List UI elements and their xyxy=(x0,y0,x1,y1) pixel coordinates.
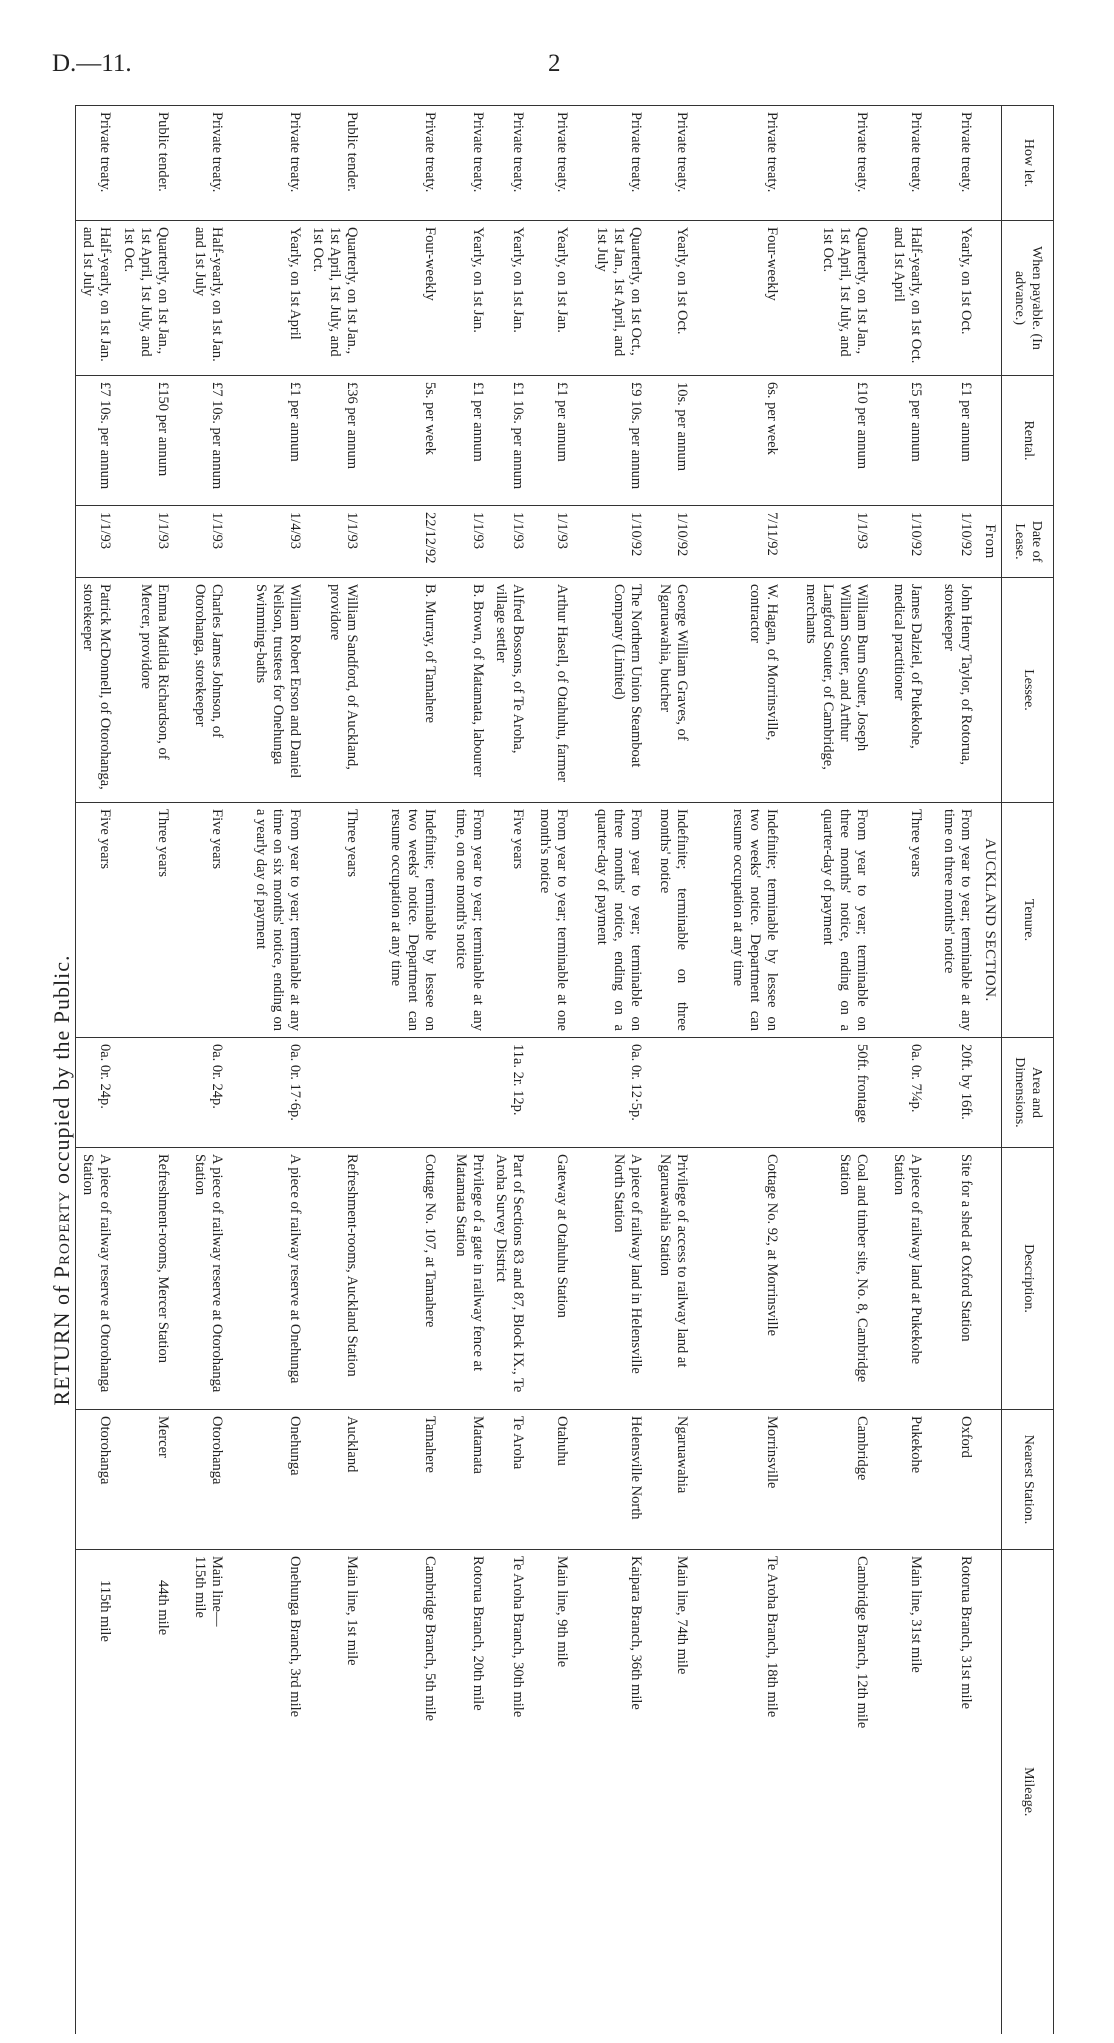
cell-rental: £36 per annum xyxy=(306,376,363,506)
table-row xyxy=(228,106,306,2034)
col-date-of-lease: Date of Lease. xyxy=(1002,506,1054,578)
cell-station: Otahuhu xyxy=(529,1410,573,1550)
cell-when-payable: Yearly, on 1st Jan. xyxy=(489,221,529,376)
cell-description: Cottage No. 92, at Morrinsville xyxy=(693,1148,783,1410)
cell-when-payable: Half-yearly, on 1st Jan. and 1st July xyxy=(76,221,117,376)
cell-lessee: Emma Matilda Richardson, of Mercer, providore xyxy=(116,578,173,803)
cell-tenure: Three years xyxy=(306,803,363,1038)
cell-tenure: From year to year; terminable at any time on six months' notice, ending on a yearly day of payment xyxy=(228,803,306,1038)
table-row xyxy=(174,106,228,2034)
table-row xyxy=(489,106,529,2034)
cell-tenure: From year to year; terminable on three months' notice, ending on a quarter-day of payment xyxy=(573,803,647,1038)
cell-when-payable: Quarterly, on 1st Jan., 1st April, 1st July, and 1st Oct. xyxy=(116,221,173,376)
title-of: of xyxy=(49,1284,74,1306)
cell-how-let: Private treaty. xyxy=(927,106,977,221)
cell-rental: £9 10s. per annum xyxy=(573,376,647,506)
cell-tenure: Indefinite; terminable by lessee on two weeks' notice. Department can resume occupation at any time xyxy=(363,803,441,1038)
cell-station: Auckland xyxy=(306,1410,363,1550)
cell-description: Privilege of a gate in railway fence at Matamata Station xyxy=(441,1148,489,1410)
cell-date: 1/10/92 xyxy=(647,506,693,578)
cell-date: 1/1/93 xyxy=(783,506,873,578)
cell-date: 1/10/92 xyxy=(927,506,977,578)
cell-when-payable: Yearly, on 1st Jan. xyxy=(529,221,573,376)
cell-date: 1/1/93 xyxy=(306,506,363,578)
cell-mileage: Main line, 1st mile xyxy=(306,1550,363,2034)
cell-mileage: Main line, 74th mile xyxy=(647,1550,693,2034)
cell-description: Coal and timber site, No. 8, Cambridge Station xyxy=(783,1148,873,1410)
col-mileage: Mileage. xyxy=(1002,1550,1054,2034)
cell-date: 1/1/93 xyxy=(76,506,117,578)
cell-how-let: Private treaty. xyxy=(529,106,573,221)
cell-mileage: Kaipara Branch, 36th mile xyxy=(573,1550,647,2034)
cell-mileage: Main line— 115th mile xyxy=(174,1550,228,2034)
cell-how-let: Private treaty. xyxy=(873,106,927,221)
cell-area: 50ft. frontage xyxy=(783,1038,873,1148)
col-how-let: How let. xyxy=(1002,106,1054,221)
cell-when-payable: Yearly, on 1st April xyxy=(228,221,306,376)
cell-when-payable: Yearly, on 1st Oct. xyxy=(927,221,977,376)
cell-date: 1/1/93 xyxy=(174,506,228,578)
cell-lessee: B. Brown, of Matamata, labourer xyxy=(441,578,489,803)
cell-tenure: From year to year; terminable at any time, on one month's notice xyxy=(441,803,489,1038)
cell-station: Ngaruawahia xyxy=(647,1410,693,1550)
cell-mileage: Onehunga Branch, 3rd mile xyxy=(228,1550,306,2034)
cell-when-payable: Half-yearly, on 1st Oct. and 1st April xyxy=(873,221,927,376)
cell-description: Privilege of access to railway land at Ngaruawahia Station xyxy=(647,1148,693,1410)
cell-station: Onehunga xyxy=(228,1410,306,1550)
cell-description: A piece of railway reserve at Onehunga xyxy=(228,1148,306,1410)
cell-station: Helensville North xyxy=(573,1410,647,1550)
table-row xyxy=(529,106,573,2034)
cell-rental: 10s. per annum xyxy=(647,376,693,506)
cell-area: 0a. 0r. 17·6p. xyxy=(228,1038,306,1148)
cell-tenure: From year to year; terminable on three months' notice, ending on a quarter-day of payment xyxy=(783,803,873,1038)
cell-lessee: Arthur Hasell, of Otahuhu, farmer xyxy=(529,578,573,803)
cell-date: 1/4/93 xyxy=(228,506,306,578)
cell-mileage: Main line, 9th mile xyxy=(529,1550,573,2034)
cell-tenure: From year to year; terminable at any time on three months' notice xyxy=(927,803,977,1038)
cell-how-let: Public tender. xyxy=(116,106,173,221)
cell-mileage: Cambridge Branch, 12th mile xyxy=(783,1550,873,2034)
cell-tenure: Five years xyxy=(174,803,228,1038)
col-lessee: Lessee. xyxy=(1002,578,1054,803)
cell-date: 1/10/92 xyxy=(873,506,927,578)
table-row xyxy=(573,106,647,2034)
table-row xyxy=(693,106,783,2034)
cell-description: Refreshment-rooms, Mercer Station xyxy=(116,1148,173,1410)
cell-area xyxy=(441,1038,489,1148)
cell-how-let: Private treaty. xyxy=(783,106,873,221)
col-when-payable: When payable. (In advance.) xyxy=(1002,221,1054,376)
cell-tenure: Five years xyxy=(489,803,529,1038)
cell-mileage: Cambridge Branch, 5th mile xyxy=(363,1550,441,2034)
cell-how-let: Private treaty. xyxy=(228,106,306,221)
header-row xyxy=(1002,106,1054,2034)
table-row xyxy=(306,106,363,2034)
cell-rental: £1 per annum xyxy=(228,376,306,506)
cell-date: 22/12/92 xyxy=(363,506,441,578)
cell-date: 1/1/93 xyxy=(529,506,573,578)
cell-lessee: Patrick McDonnell, of Otorohanga, storekeeper xyxy=(76,578,117,803)
col-area: Area and Dimensions. xyxy=(1002,1038,1054,1148)
cell-area: 0a. 0r. 24p. xyxy=(76,1038,117,1148)
title-rest: occupied by the Public. xyxy=(49,954,74,1184)
cell-station: Otorohanga xyxy=(76,1410,117,1550)
cell-description: A piece of railway reserve at Otorohanga Station xyxy=(76,1148,117,1410)
cell-description: A piece of railway land in Helensville North Station xyxy=(573,1148,647,1410)
cell-rental: 6s. per week xyxy=(693,376,783,506)
cell-date: 1/1/93 xyxy=(116,506,173,578)
cell-area xyxy=(306,1038,363,1148)
cell-description: A piece of railway reserve at Otorohanga Station xyxy=(174,1148,228,1410)
cell-tenure: From year to year; terminable at one month's notice xyxy=(529,803,573,1038)
cell-how-let: Public tender. xyxy=(306,106,363,221)
property-table-container xyxy=(80,105,1054,2033)
table-row xyxy=(363,106,441,2034)
cell-description: Refreshment-rooms, Auckland Station xyxy=(306,1148,363,1410)
cell-lessee: James Dalziel, of Pukekohe, medical practitioner xyxy=(873,578,927,803)
cell-when-payable: Yearly, on 1st Jan. xyxy=(441,221,489,376)
cell-station: Mercer xyxy=(116,1410,173,1550)
cell-tenure: Five years xyxy=(76,803,117,1038)
cell-lessee: William Robert Erson and Daniel Neilson, trustees for Onehunga Swimming-baths xyxy=(228,578,306,803)
return-title xyxy=(49,954,75,1405)
cell-area xyxy=(116,1038,173,1148)
cell-station: Te Aroha xyxy=(489,1410,529,1550)
cell-how-let: Private treaty. xyxy=(363,106,441,221)
table-row xyxy=(76,106,117,2034)
cell-area xyxy=(647,1038,693,1148)
cell-area xyxy=(529,1038,573,1148)
table-row xyxy=(441,106,489,2034)
page-number: 2 xyxy=(548,50,561,77)
cell-when-payable: Quarterly, on 1st Oct., 1st Jan., 1st April, and 1st July xyxy=(573,221,647,376)
cell-when-payable: Quarterly, on 1st Jan., 1st April, 1st July, and 1st Oct. xyxy=(306,221,363,376)
cell-how-let: Private treaty. xyxy=(76,106,117,221)
section-title: AUCKLAND SECTION. xyxy=(977,803,1001,1038)
cell-description: Part of Sections 83 and 87, Block IX., Te Aroha Survey District xyxy=(489,1148,529,1410)
cell-when-payable: Four-weekly xyxy=(693,221,783,376)
cell-station: Morrinsville xyxy=(693,1410,783,1550)
cell-rental: £1 per annum xyxy=(927,376,977,506)
cell-description: A piece of railway land at Pukekohe Station xyxy=(873,1148,927,1410)
cell-lessee: William Sandford, of Auckland, providore xyxy=(306,578,363,803)
cell-rental: £7 10s. per annum xyxy=(174,376,228,506)
col-tenure: Tenure. xyxy=(1002,803,1054,1038)
table-row xyxy=(783,106,873,2034)
cell-how-let: Private treaty. xyxy=(693,106,783,221)
cell-how-let: Private treaty. xyxy=(174,106,228,221)
cell-area xyxy=(363,1038,441,1148)
cell-mileage: Main line, 31st mile xyxy=(873,1550,927,2034)
cell-area xyxy=(693,1038,783,1148)
cell-mileage: 44th mile xyxy=(116,1550,173,2034)
cell-rental: £1 per annum xyxy=(441,376,489,506)
cell-when-payable: Quarterly, on 1st Jan., 1st April, 1st July, and 1st Oct. xyxy=(783,221,873,376)
table-row xyxy=(647,106,693,2034)
title-lead: RETURN xyxy=(49,1311,74,1406)
cell-area: 0a. 0r. 12·5p. xyxy=(573,1038,647,1148)
cell-tenure: Indefinite; terminable on three months' notice xyxy=(647,803,693,1038)
cell-date: 7/11/92 xyxy=(693,506,783,578)
cell-description: Site for a shed at Oxford Station xyxy=(927,1148,977,1410)
table-row xyxy=(927,106,977,2034)
cell-station: Tamahere xyxy=(363,1410,441,1550)
cell-how-let: Private treaty. xyxy=(441,106,489,221)
cell-mileage: Te Aroha Branch, 18th mile xyxy=(693,1550,783,2034)
cell-station: Cambridge xyxy=(783,1410,873,1550)
col-description: Description. xyxy=(1002,1148,1054,1410)
cell-rental: £10 per annum xyxy=(783,376,873,506)
cell-station: Pukekohe xyxy=(873,1410,927,1550)
cell-mileage: Te Aroha Branch, 30th mile xyxy=(489,1550,529,2034)
cell-rental: £150 per annum xyxy=(116,376,173,506)
cell-lessee: George William Graves, of Ngaruawahia, butcher xyxy=(647,578,693,803)
cell-tenure: Three years xyxy=(873,803,927,1038)
cell-lessee: Alfred Bossons, of Te Aroha, village settler xyxy=(489,578,529,803)
table-row xyxy=(116,106,173,2034)
cell-how-let: Private treaty. xyxy=(647,106,693,221)
col-nearest-station: Nearest Station. xyxy=(1002,1410,1054,1550)
table-row xyxy=(873,106,927,2034)
cell-rental: 5s. per week xyxy=(363,376,441,506)
cell-when-payable: Half-yearly, on 1st Jan. and 1st July xyxy=(174,221,228,376)
cell-tenure: Indefinite; terminable by lessee on two weeks' notice. Department can resume occupation at any time xyxy=(693,803,783,1038)
from-label: From xyxy=(977,506,1001,578)
cell-description: Cottage No. 107, at Tamahere xyxy=(363,1148,441,1410)
cell-mileage: Rotorua Branch, 20th mile xyxy=(441,1550,489,2034)
cell-rental: £5 per annum xyxy=(873,376,927,506)
cell-station: Otorohanga xyxy=(174,1410,228,1550)
cell-date: 1/10/92 xyxy=(573,506,647,578)
cell-description: Gateway at Otahuhu Station xyxy=(529,1148,573,1410)
cell-station: Oxford xyxy=(927,1410,977,1550)
cell-station: Matamata xyxy=(441,1410,489,1550)
cell-rental: £1 per annum xyxy=(529,376,573,506)
cell-when-payable: Four-weekly xyxy=(363,221,441,376)
cell-lessee: John Henry Taylor, of Rotorua, storekeeper xyxy=(927,578,977,803)
col-rental: Rental. xyxy=(1002,376,1054,506)
cell-tenure: Three years xyxy=(116,803,173,1038)
cell-area: 11a. 2r. 12p. xyxy=(489,1038,529,1148)
cell-area: 20ft. by 16ft. xyxy=(927,1038,977,1148)
cell-when-payable: Yearly, on 1st Oct. xyxy=(647,221,693,376)
cell-lessee: W. Hagan, of Morrinsville, contractor xyxy=(693,578,783,803)
cell-lessee: Charles James Johnson, of Otorohanga, storekeeper xyxy=(174,578,228,803)
cell-lessee: The Northern Union Steamboat Company (Limited) xyxy=(573,578,647,803)
document-reference: D.—11. xyxy=(52,50,132,77)
cell-mileage: 115th mile xyxy=(76,1550,117,2034)
cell-date: 1/1/93 xyxy=(489,506,529,578)
cell-lessee: B. Murray, of Tamahere xyxy=(363,578,441,803)
cell-area: 0a. 0r. 7¼p. xyxy=(873,1038,927,1148)
property-return-table xyxy=(75,105,1054,2034)
cell-area: 0a. 0r. 24p. xyxy=(174,1038,228,1148)
cell-how-let: Private treaty. xyxy=(573,106,647,221)
cell-mileage: Rotorua Branch, 31st mile xyxy=(927,1550,977,2034)
title-property: Property xyxy=(49,1190,74,1279)
cell-rental: £1 10s. per annum xyxy=(489,376,529,506)
cell-how-let: Private treaty. xyxy=(489,106,529,221)
cell-lessee: William Burn Souter, Joseph William Souter, and Arthur Langford Souter, of Cambridge, merchants xyxy=(783,578,873,803)
cell-date: 1/1/93 xyxy=(441,506,489,578)
cell-rental: £7 10s. per annum xyxy=(76,376,117,506)
section-row xyxy=(977,106,1001,2034)
